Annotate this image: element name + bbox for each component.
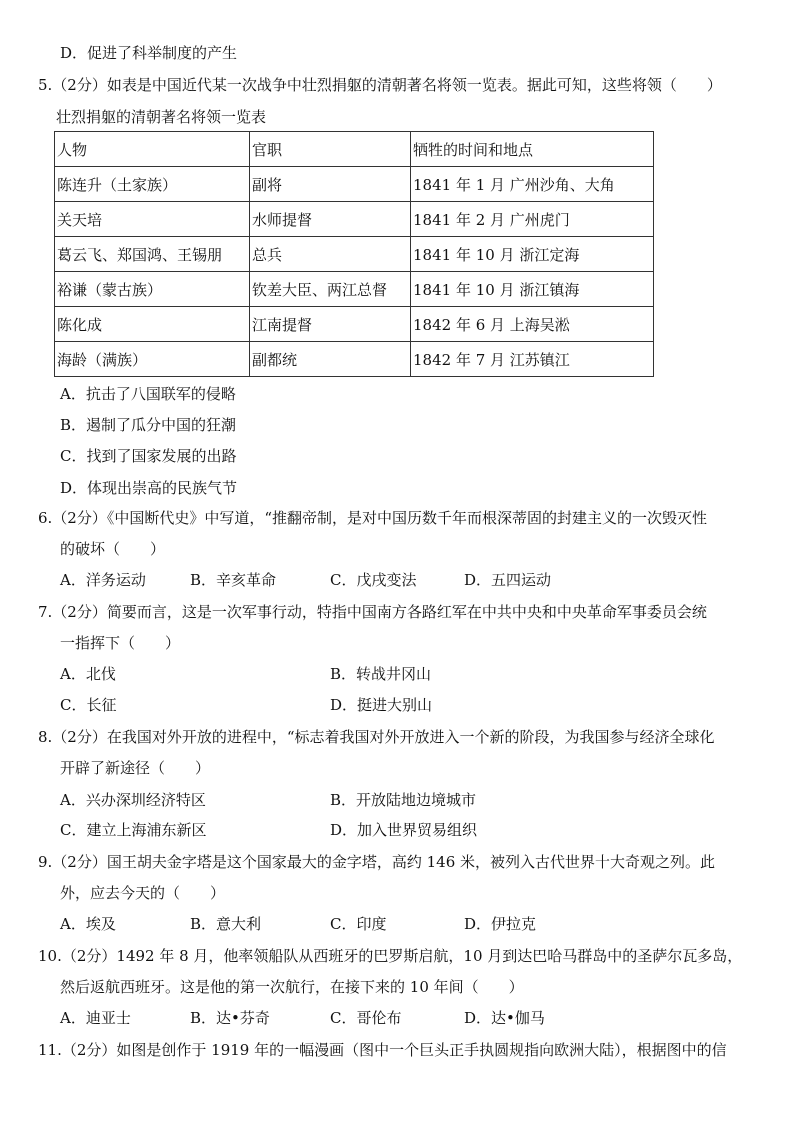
table-cell: 关天培	[55, 202, 250, 237]
q7-option-c[interactable]: C．长征	[60, 696, 117, 714]
q5-option-d[interactable]: D．体现出崇高的民族气节	[60, 479, 238, 497]
table-cell: 1841 年 10 月 浙江镇海	[411, 272, 654, 307]
table-row	[55, 307, 654, 342]
q7-stem-line1: 7.（2分）简要而言，这是一次军事行动，特指中国南方各路红军在中共中央和中央革命军事委员会统	[38, 603, 707, 621]
table-row	[55, 272, 654, 307]
q5-option-b[interactable]: B．遏制了瓜分中国的狂潮	[60, 416, 237, 434]
q5-option-c[interactable]: C．找到了国家发展的出路	[60, 447, 237, 465]
table-cell: 裕谦（蒙古族）	[55, 272, 250, 307]
q6-option-c[interactable]: C．戊戌变法	[330, 571, 417, 589]
q4-option-d: D．促进了科举制度的产生	[60, 44, 238, 62]
q10-option-b[interactable]: B．达•芬奇	[190, 1009, 270, 1027]
table-cell: 江南提督	[250, 307, 411, 342]
q6-stem-line1: 6.（2分）《中国断代史》中写道，“推翻帝制，是对中国历数千年而根深蒂固的封建主义的一次毁灭性	[38, 509, 708, 527]
table-cell: 1841 年 1 月 广州沙角、大角	[411, 167, 654, 202]
header-cell: 人物	[55, 132, 250, 167]
q6-stem-line2: 的破坏（ ）	[60, 540, 166, 558]
table-cell: 1842 年 6 月 上海吴淞	[411, 307, 654, 342]
table-cell: 副都统	[250, 342, 411, 377]
table-header-row	[55, 132, 654, 167]
q7-option-a[interactable]: A．北伐	[60, 665, 116, 683]
table-cell: 水师提督	[250, 202, 411, 237]
q9-stem-line2: 外，应去今天的（ ）	[60, 884, 226, 902]
q7-option-b[interactable]: B．转战井冈山	[330, 665, 432, 683]
table-row	[55, 237, 654, 272]
q9-stem-line1: 9.（2分）国王胡夫金字塔是这个国家最大的金字塔，高约 146 米，被列入古代世界十大奇观之列。此	[38, 853, 716, 871]
q8-stem-line2: 开辟了新途径（ ）	[60, 759, 211, 777]
q10-stem-line2: 然后返航西班牙。这是他的第一次航行，在接下来的 10 年间（ ）	[60, 978, 524, 996]
q10-option-d[interactable]: D．达•伽马	[464, 1009, 545, 1027]
table-cell: 海龄（满族）	[55, 342, 250, 377]
q8-option-b[interactable]: B．开放陆地边境城市	[330, 791, 477, 809]
header-cell: 牺牲的时间和地点	[411, 132, 654, 167]
q8-stem-line1: 8.（2分）在我国对外开放的进程中，“标志着我国对外开放进入一个新的阶段，为我国参与经济全球化	[38, 728, 715, 746]
q6-option-b[interactable]: B．辛亥革命	[190, 571, 277, 589]
table-cell: 葛云飞、郑国鸿、王锡朋	[55, 237, 250, 272]
generals-table	[54, 131, 654, 377]
q10-stem-line1: 10.（2分）1492 年 8 月，他率领船队从西班牙的巴罗斯启航，10 月到达巴哈马群岛中的圣萨尔瓦多岛，	[38, 947, 743, 965]
table-row	[55, 342, 654, 377]
q10-option-a[interactable]: A．迪亚士	[60, 1009, 131, 1027]
q5-stem: 5.（2分）如表是中国近代某一次战争中壮烈捐躯的清朝著名将领一览表。据此可知，这些将领（ ）	[38, 76, 722, 94]
table-row	[55, 202, 654, 237]
table-cell: 钦差大臣、两江总督	[250, 272, 411, 307]
q9-option-c[interactable]: C．印度	[330, 915, 387, 933]
table-cell: 陈连升（土家族）	[55, 167, 250, 202]
table-cell: 副将	[250, 167, 411, 202]
header-cell: 官职	[250, 132, 411, 167]
q8-option-d[interactable]: D．加入世界贸易组织	[330, 821, 478, 839]
table-row	[55, 167, 654, 202]
q10-option-c[interactable]: C．哥伦布	[330, 1009, 402, 1027]
q9-option-d[interactable]: D．伊拉克	[464, 915, 537, 933]
q7-stem-line2: 一指挥下（ ）	[60, 634, 181, 652]
q5-option-a[interactable]: A．抗击了八国联军的侵略	[60, 385, 236, 403]
q9-option-b[interactable]: B．意大利	[190, 915, 262, 933]
q9-option-a[interactable]: A．埃及	[60, 915, 116, 933]
table-cell: 1841 年 10 月 浙江定海	[411, 237, 654, 272]
table-cell: 1841 年 2 月 广州虎门	[411, 202, 654, 237]
q11-stem-line1: 11.（2分）如图是创作于 1919 年的一幅漫画（图中一个巨头正手执圆规指向欧洲大陆），根据图中的信	[38, 1041, 727, 1059]
q7-option-d[interactable]: D．挺进大别山	[330, 696, 433, 714]
q6-option-d[interactable]: D．五四运动	[464, 571, 552, 589]
table-cell: 陈化成	[55, 307, 250, 342]
q6-option-a[interactable]: A．洋务运动	[60, 571, 146, 589]
table-cell: 总兵	[250, 237, 411, 272]
q8-option-c[interactable]: C．建立上海浦东新区	[60, 821, 207, 839]
q8-option-a[interactable]: A．兴办深圳经济特区	[60, 791, 206, 809]
q5-table-title: 壮烈捐躯的清朝著名将领一览表	[56, 108, 267, 126]
table-cell: 1842 年 7 月 江苏镇江	[411, 342, 654, 377]
